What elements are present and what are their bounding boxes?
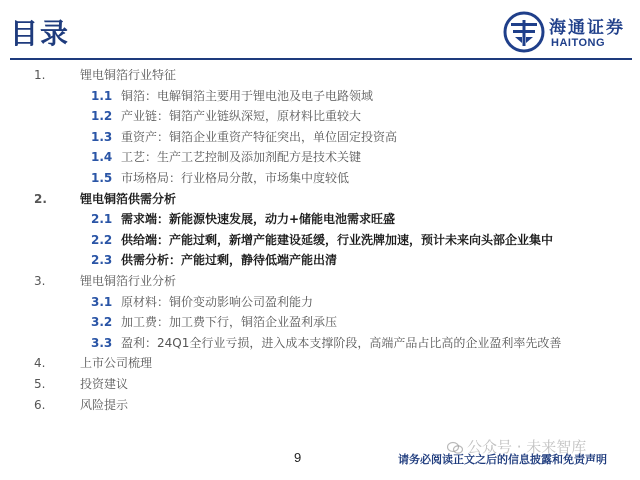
toc-item-label: 铜箔：电解铜箔主要用于锂电池及电子电路领域	[121, 88, 374, 103]
page-number: 9	[294, 450, 302, 465]
toc-item-label: 市场格局：行业格局分散，市场集中度较低	[121, 171, 350, 185]
toc-item-number: 6.	[34, 397, 46, 412]
toc-item[interactable]	[91, 229, 553, 251]
toc-item-label: 供需分析：产能过剩，静待低端产能出清	[121, 253, 338, 268]
toc-item-number: 3.	[34, 274, 46, 288]
toc-item-label: 投资建议	[80, 377, 129, 391]
toc-item-number: 2.	[34, 191, 47, 206]
toc-item[interactable]	[34, 64, 176, 86]
toc-item[interactable]	[34, 352, 152, 374]
toc-item-label: 工艺：生产工艺控制及添加剂配方是技术关键	[121, 150, 362, 165]
toc-item-label: 需求端：新能源快速发展，动力+储能电池需求旺盛	[121, 212, 396, 227]
toc-item[interactable]	[34, 394, 128, 416]
toc-item[interactable]	[91, 126, 397, 148]
title-divider	[10, 58, 632, 60]
toc-item[interactable]	[34, 188, 176, 210]
toc-item[interactable]	[91, 85, 373, 107]
toc-item-number: 5.	[34, 377, 46, 391]
toc-item-number: 1.4	[91, 150, 113, 165]
disclaimer-text: 请务必阅读正文之后的信息披露和免责声明	[398, 453, 607, 466]
toc-item-label: 风险提示	[80, 397, 129, 412]
toc-item-label: 锂电铜箔行业分析	[80, 274, 177, 288]
toc-item-label: 盈利：24Q1全行业亏损，进入成本支撑阶段，高端产品占比高的企业盈利率先改善	[121, 335, 562, 350]
toc-item[interactable]	[91, 332, 561, 354]
haitong-logo	[503, 11, 633, 53]
toc-item[interactable]	[91, 291, 313, 313]
toc-item[interactable]	[91, 208, 395, 230]
toc-item-number: 2.3	[91, 253, 113, 268]
toc-item-label: 原材料：铜价变动影响公司盈利能力	[121, 294, 314, 309]
haitong-emblem-icon	[503, 11, 545, 53]
toc-item-number: 2.2	[91, 232, 113, 247]
toc-item-number: 1.1	[91, 88, 113, 103]
toc-item-label: 锂电铜箔行业特征	[80, 68, 177, 82]
toc-item[interactable]	[34, 373, 128, 395]
toc-item-label: 锂电铜箔供需分析	[80, 191, 177, 206]
toc-item-label: 重资产：铜箔企业重资产特征突出，单位固定投资高	[121, 129, 398, 144]
toc-item[interactable]	[34, 270, 176, 292]
logo-name-cn: 海通证券	[549, 18, 625, 38]
toc-item-label: 供给端：产能过剩，新增产能建设延缓，行业洗牌加速，预计未来向头部企业集中	[121, 232, 554, 247]
toc-item-number: 1.	[34, 68, 46, 82]
page-title: 目录	[10, 17, 71, 50]
toc-item-number: 1.5	[91, 171, 113, 185]
toc-item[interactable]	[91, 167, 349, 189]
toc-item-number: 3.1	[91, 294, 113, 309]
toc-item-number: 4.	[34, 356, 46, 371]
toc-item-number: 3.2	[91, 315, 113, 330]
toc-item-label: 上市公司梳理	[80, 356, 153, 371]
toc-item-label: 加工费：加工费下行，铜箔企业盈利承压	[121, 315, 338, 330]
toc-item-number: 1.2	[91, 109, 113, 124]
toc-item-number: 1.3	[91, 129, 113, 144]
toc-item-number: 2.1	[91, 212, 113, 227]
toc-item[interactable]	[91, 311, 337, 333]
toc-item[interactable]	[91, 249, 337, 271]
toc-item-number: 3.3	[91, 335, 113, 350]
logo-name-en: HAITONG	[551, 37, 606, 49]
toc-item[interactable]	[91, 146, 361, 168]
toc-item[interactable]	[91, 105, 361, 127]
watermark-text: 公众号 · 未来智库	[467, 438, 587, 456]
toc-item-label: 产业链：铜箔产业链纵深短，原材料比重较大	[121, 109, 362, 124]
